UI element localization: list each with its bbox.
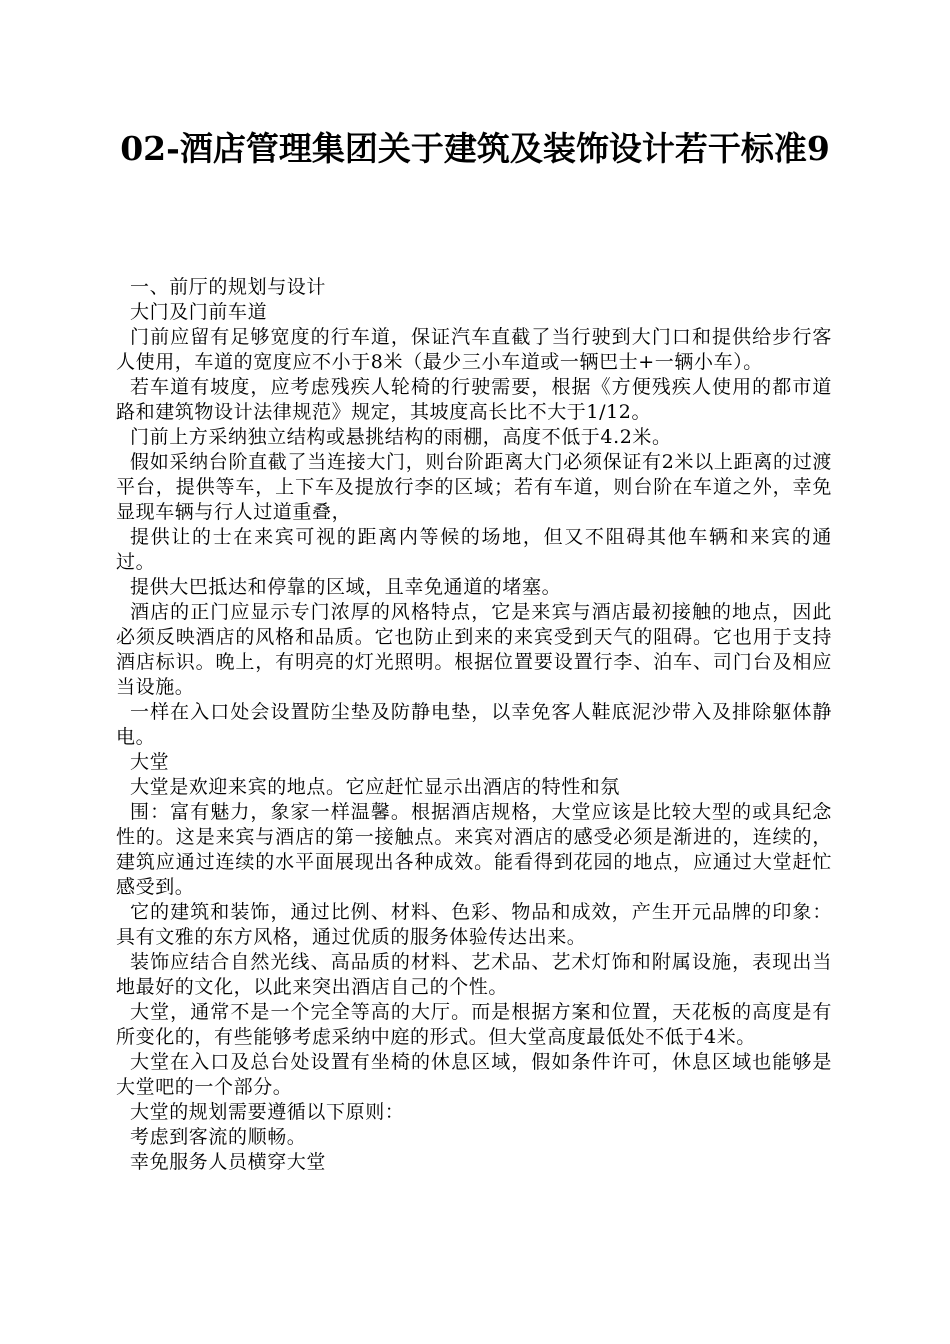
paragraph: 若车道有坡度，应考虑残疾人轮椅的行驶需要，根据《方便残疾人使用的都市道路和建筑物设计法律规范》规定，其坡度高长比不大于1/12。 — [116, 376, 832, 423]
paragraph: 围：富有魅力，象家一样温馨。根据酒店规格，大堂应该是比较大型的或具纪念性的。这是来宾与酒店的第一接触点。来宾对酒店的感受必须是渐进的，连续的，建筑应通过连续的水平面展现出各种成效。能看得到花园的地点，应通过大堂赶忙感受到。 — [116, 801, 832, 898]
document-title: 02-酒店管理集团关于建筑及装饰设计若干标准9 — [120, 129, 830, 168]
paragraph: 装饰应结合自然光线、高品质的材料、艺术品、艺术灯饰和附属设施，表现出当地最好的文化，以此来突出酒店自己的个性。 — [116, 951, 832, 998]
paragraph: 大堂的规划需要遵循以下原则： — [130, 1101, 405, 1123]
paragraph: 提供大巴抵达和停靠的区域，且幸免通道的堵塞。 — [130, 576, 562, 598]
paragraph: 考虑到客流的顺畅。 — [130, 1126, 307, 1148]
paragraph: 提供让的士在来宾可视的距离内等候的场地，但又不阻碍其他车辆和来宾的通过。 — [116, 526, 832, 573]
paragraph: 一样在入口处会设置防尘垫及防静电垫，以幸免客人鞋底泥沙带入及排除躯体静电。 — [116, 701, 832, 748]
section-heading-front-hall: 一、前厅的规划与设计 — [130, 276, 327, 298]
subheading-lobby: 大堂 — [130, 751, 170, 773]
subheading-entrance-driveway: 大门及门前车道 — [130, 301, 268, 323]
paragraph: 大堂在入口及总台处设置有坐椅的休息区域，假如条件许可，休息区域也能够是大堂吧的一个部分。 — [116, 1051, 832, 1098]
document-body — [116, 275, 832, 1175]
paragraph: 大堂，通常不是一个完全等高的大厅。而是根据方案和位置，天花板的高度是有所变化的，有些能够考虑采纳中庭的形式。但大堂高度最低处不低于4米。 — [116, 1001, 832, 1048]
paragraph: 门前上方采纳独立结构或悬挑结构的雨棚，高度不低于4.2米。 — [130, 426, 672, 448]
paragraph: 假如采纳台阶直截了当连接大门，则台阶距离大门必须保证有2米以上距离的过渡平台，提供等车，上下车及提放行李的区域；若有车道，则台阶在车道之外，幸免显现车辆与行人过道重叠， — [116, 451, 832, 523]
paragraph: 大堂是欢迎来宾的地点。它应赶忙显示出酒店的特性和氛 — [130, 776, 621, 798]
paragraph: 酒店的正门应显示专门浓厚的风格特点，它是来宾与酒店最初接触的地点，因此必须反映酒店的风格和品质。它也防止到来的来宾受到天气的阻碍。它也用于支持酒店标识。晚上，有明亮的灯光照明。根据位置要设置行李、泊车、司门台及相应当设施。 — [116, 601, 832, 698]
paragraph: 幸免服务人员横穿大堂 — [130, 1151, 327, 1173]
paragraph: 它的建筑和装饰，通过比例、材料、色彩、物品和成效，产生开元品牌的印象：具有文雅的东方风格，通过优质的服务体验传达出来。 — [116, 901, 832, 948]
paragraph: 门前应留有足够宽度的行车道，保证汽车直截了当行驶到大门口和提供给步行客人使用，车道的宽度应不小于8米（最少三小车道或一辆巴士+一辆小车）。 — [116, 326, 832, 373]
